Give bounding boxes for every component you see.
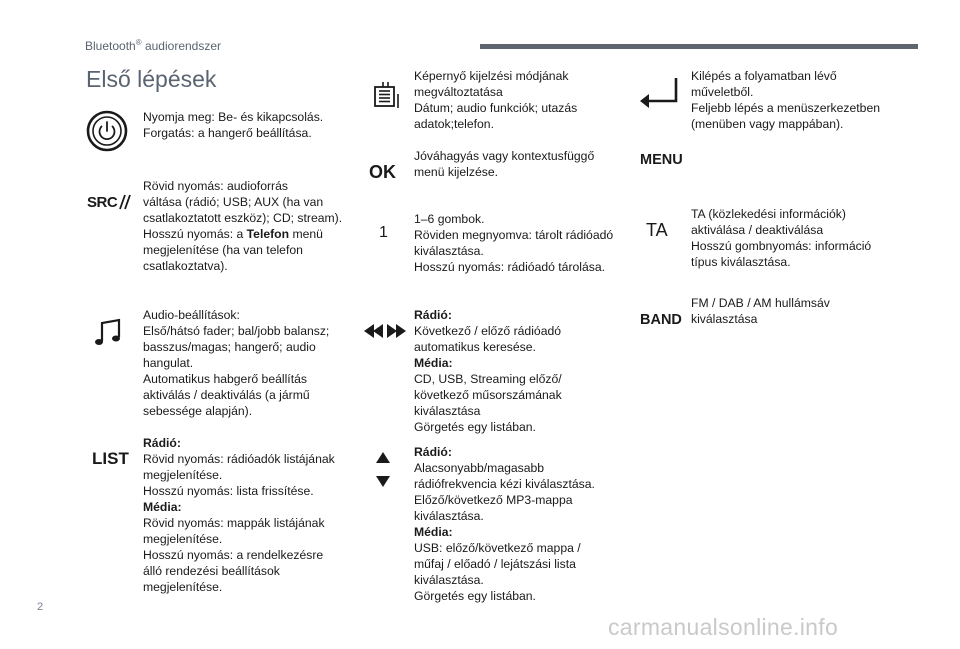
ta-description: TA (közlekedési információk) aktiválása / deaktiválása Hosszú gombnyomás: információ típus kiválasztása. — [691, 207, 872, 269]
band-button-icon: BAND — [640, 312, 682, 328]
power-description: Nyomja meg: Be- és kikapcsolás. Forgatás: a hangerő beállítása. — [143, 110, 324, 140]
list-description: Rádió: Rövid nyomás: rádióadók listájának megjelenítése. Hosszú nyomás: lista frissítése. Média: Rövid nyomás: mappák listájának megjelenítése. Hosszú nyomás: a rendelkezésre álló rendezési beállítások megjelenítése. — [143, 436, 335, 594]
display-mode-icon — [371, 80, 399, 110]
src-description: Rövid nyomás: audioforrás váltása (rádió; USB; AUX (ha van csatlakoztatott eszköz); CD; stream). Hosszú nyomás: a Telefon menü megjelenítése (ha van telefon csatlakoztatva). — [143, 179, 343, 273]
up-down-arrows-icon — [376, 452, 390, 488]
page-title: Első lépések — [86, 66, 217, 92]
list-button-icon: LIST — [92, 449, 129, 468]
ok-button-icon: OK — [369, 162, 396, 182]
ta-button-icon: TA — [646, 220, 668, 240]
seek-description: Rádió: Következő / előző rádióadó automatikus keresése. Média: CD, USB, Streaming előző/ következő műsorszámának kiválasztása Görgetés egy listában. — [414, 308, 562, 434]
preset-buttons-description: 1–6 gombok. Röviden megnyomva: tárolt rádióadó kiválasztása. Hosszú nyomás: rádióadó tárolása. — [414, 212, 614, 274]
back-description: Kilépés a folyamatban lévő műveletből. Feljebb lépés a menüszerkezetben (menüben vagy mappában). — [691, 69, 881, 131]
ok-description: Jóváhagyás vagy kontextusfüggő menü kijelzése. — [414, 149, 595, 179]
display-mode-description: Képernyő kijelzési módjának megváltoztatása Dátum; audio funkciók; utazás adatok;telefon. — [414, 69, 578, 131]
preset-buttons-icon: 1 — [379, 224, 388, 241]
seek-arrows-icon — [364, 323, 406, 339]
header-divider-bar — [480, 44, 918, 49]
music-note-icon — [93, 318, 123, 348]
tuning-description: Rádió: Alacsonyabb/magasabb rádiófrekvencia kézi kiválasztása. Előző/következő MP3-mappa kiválasztása. Média: USB: előző/következő mappa / műfaj / előadó / lejátszási lista kiválasztása. Görgetés egy listában. — [414, 445, 595, 603]
section-header-title: Bluetooth® audiorendszer — [85, 38, 222, 53]
audio-settings-description: Audio-beállítások: Első/hátsó fader; bal/jobb balansz; basszus/magas; hangerő; audio hangulat. Automatikus habgerő beállítás aktiválás / deaktiválás (a jármű sebessége alapján). — [143, 308, 330, 418]
power-knob-icon — [86, 110, 128, 152]
page-number: 2 — [37, 601, 44, 613]
menu-button-icon: MENU — [640, 152, 683, 168]
band-description: FM / DAB / AM hullámsáv kiválasztása — [691, 296, 830, 326]
watermark: carmanualsonline.info — [608, 614, 839, 640]
src-button-icon: SRC — [87, 194, 131, 212]
back-arrow-icon — [640, 76, 680, 108]
